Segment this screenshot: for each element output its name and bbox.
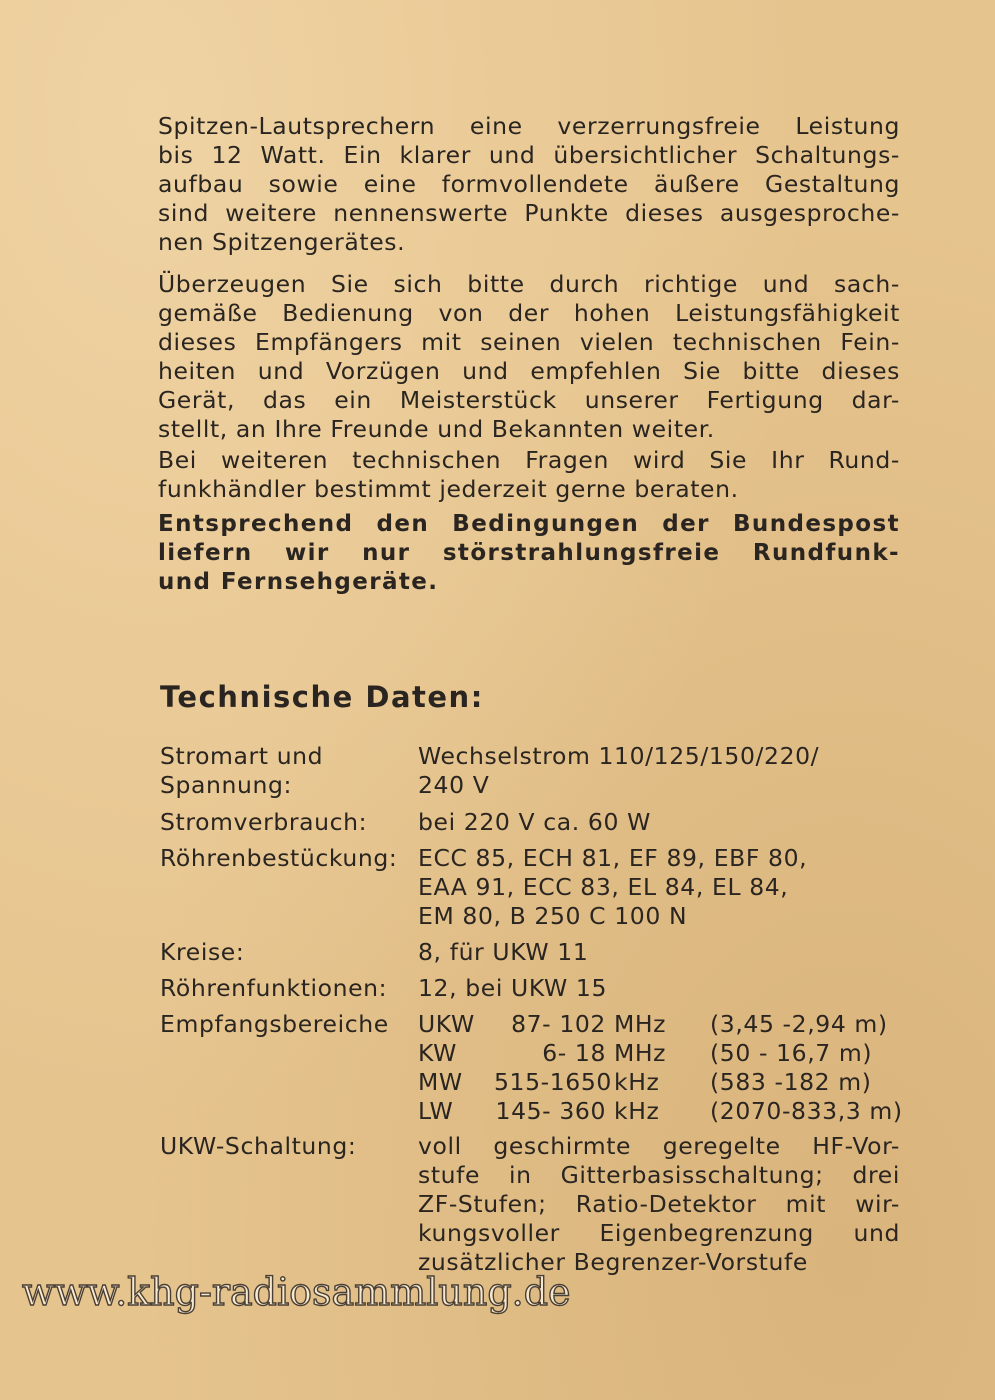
text-line: liefern wir nur störstrahlungsfreie Rundfunk- (158, 540, 900, 566)
band-row (418, 1039, 906, 1068)
band-row (418, 1097, 906, 1126)
text-line: funkhändler bestimmt jederzeit gerne beraten. (158, 475, 739, 503)
watermark: www.khg-radiosammlung.de (22, 1270, 571, 1314)
text-line: Bei weiteren technischen Fragen wird Sie Ihr Rund- (158, 446, 900, 474)
paragraph-bundespost (158, 510, 900, 597)
spec-label: Empfangsbereiche (160, 1010, 389, 1038)
spec-value-line: 240 V (418, 771, 490, 799)
paragraph-questions (158, 446, 900, 504)
section-heading: Technische Daten: (160, 680, 484, 714)
band-wavelength: (2070-833,3 m) (710, 1097, 903, 1125)
text-line: stellt, an Ihre Freunde und Bekannten weiter. (158, 415, 715, 443)
band-wavelength: (583 -182 m) (710, 1068, 872, 1096)
spec-value-line: voll geschirmte geregelte HF-Vor- (418, 1132, 900, 1160)
band-table (418, 1010, 906, 1126)
band-unit: kHz (614, 1068, 660, 1096)
band-unit: MHz (614, 1039, 667, 1067)
text-line: Entsprechend den Bedingungen der Bundespost (158, 511, 900, 537)
text-line: aufbau sowie eine formvollendete äußere Gestaltung (158, 170, 900, 198)
text-line: Spitzen-Lautsprechern eine verzerrungsfreie Leistung (158, 112, 900, 140)
band-name: UKW (418, 1010, 475, 1038)
spec-label: Kreise: (160, 938, 245, 966)
spec-label (160, 742, 323, 800)
text-line: gemäße Bedienung von der hohen Leistungsfähigkeit (158, 299, 900, 327)
spec-value-line: EAA 91, ECC 83, EL 84, EL 84, (418, 873, 789, 901)
spec-value-line: zusätzlicher Begrenzer-Vorstufe (418, 1248, 808, 1276)
paragraph-intro (158, 112, 900, 257)
spec-label: Röhrenfunktionen: (160, 974, 388, 1002)
band-range: 515-1650 (494, 1068, 612, 1096)
spec-value-line: kungsvoller Eigenbegrenzung und (418, 1219, 900, 1247)
text-line: Überzeugen Sie sich bitte durch richtige und sach- (158, 270, 900, 298)
band-wavelength: (3,45 -2,94 m) (710, 1010, 888, 1038)
spec-label-line: Spannung: (160, 771, 293, 799)
spec-label: Stromverbrauch: (160, 808, 368, 836)
band-name: LW (418, 1097, 454, 1125)
spec-label: Röhrenbestückung: (160, 844, 398, 872)
text-line: sind weitere nennenswerte Punkte dieses ausgesproche- (158, 199, 900, 227)
spec-value-line: ZF-Stufen; Ratio-Detektor mit wir- (418, 1190, 900, 1218)
spec-value (418, 1132, 900, 1277)
spec-value-line: ECC 85, ECH 81, EF 89, EBF 80, (418, 844, 808, 872)
band-unit: kHz (614, 1097, 660, 1125)
spec-value-line: Wechselstrom 110/125/150/220/ (418, 742, 820, 770)
paragraph-convince (158, 270, 900, 444)
spec-value (418, 742, 819, 800)
text-line: Gerät, das ein Meisterstück unserer Fertigung dar- (158, 386, 900, 414)
spec-value-line: stufe in Gitterbasisschaltung; drei (418, 1161, 900, 1189)
band-name: MW (418, 1068, 463, 1096)
text-line: nen Spitzengerätes. (158, 228, 406, 256)
text-line: dieses Empfängers mit seinen vielen technischen Fein- (158, 328, 900, 356)
text-line: und Fernsehgeräte. (158, 569, 439, 595)
band-range: 6- 18 (542, 1039, 606, 1067)
band-row (418, 1010, 906, 1039)
text-line: bis 12 Watt. Ein klarer und übersichtlicher Schaltungs- (158, 141, 900, 169)
band-name: KW (418, 1039, 458, 1067)
spec-value: 8, für UKW 11 (418, 938, 589, 966)
spec-value: 12, bei UKW 15 (418, 974, 607, 1002)
band-unit: MHz (614, 1010, 667, 1038)
band-range: 87- 102 (511, 1010, 606, 1038)
spec-label: UKW-Schaltung: (160, 1132, 357, 1160)
spec-value-line: EM 80, B 250 C 100 N (418, 902, 688, 930)
spec-value: bei 220 V ca. 60 W (418, 808, 651, 836)
band-wavelength: (50 - 16,7 m) (710, 1039, 873, 1067)
spec-label-line: Stromart und (160, 742, 324, 770)
band-range: 145- 360 (495, 1097, 606, 1125)
text-line: heiten und Vorzügen und empfehlen Sie bitte dieses (158, 357, 900, 385)
spec-value (418, 844, 807, 931)
band-row (418, 1068, 906, 1097)
